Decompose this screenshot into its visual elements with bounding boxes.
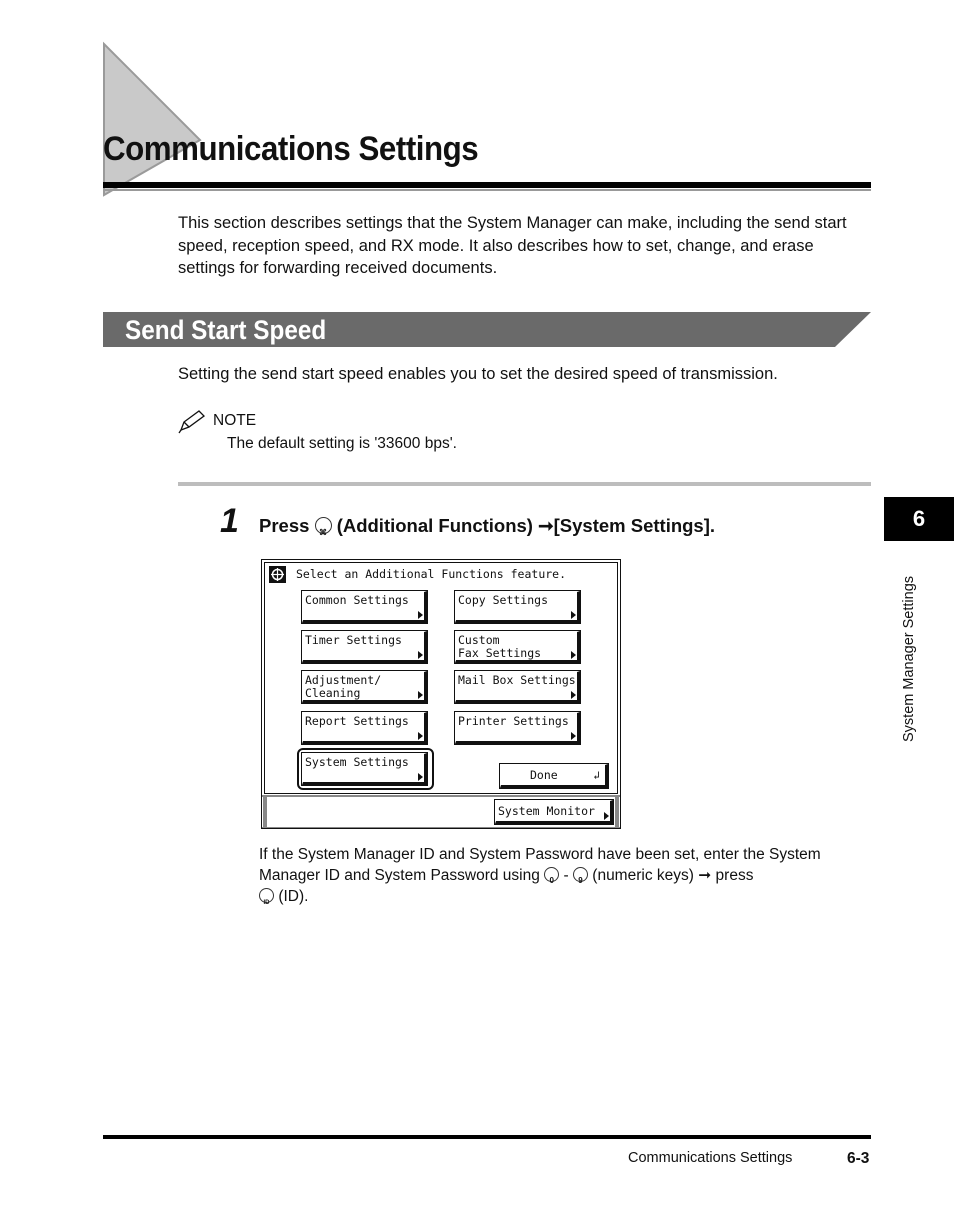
custom-fax-settings-button[interactable]: Custom Fax Settings [454, 630, 581, 664]
sub-text-part1: If the System Manager ID and System Password have been set, enter the System Manager ID and System Password using [259, 846, 821, 884]
id-key-icon: ID [259, 888, 274, 903]
arrow-right-icon [571, 691, 576, 699]
report-settings-button[interactable]: Report Settings [301, 711, 428, 745]
pencil-icon [178, 410, 208, 434]
numeric-key-0-icon: 0 [544, 867, 559, 882]
note-label: NOTE [213, 412, 257, 429]
footer-title: Communications Settings [628, 1150, 793, 1166]
chapter-tab-label: System Manager Settings [901, 575, 917, 742]
sub-numeric-keys: (numeric keys) [592, 867, 694, 884]
title-rule [103, 182, 871, 188]
step-instruction [259, 515, 715, 537]
system-monitor-button[interactable]: System Monitor [494, 799, 614, 825]
intro-paragraph: This section describes settings that the System Manager can make, including the send start speed, reception speed, and RX mode. It also describes how to set, change, and erase settings for forwarding received documents. [178, 214, 847, 277]
arrow-right-icon [418, 651, 423, 659]
section-intro: Setting the send start speed enables you to set the desired speed of transmission. [178, 365, 778, 383]
additional-functions-icon [269, 566, 286, 583]
page-title: Communications Settings [103, 130, 479, 168]
arrow-right-icon [418, 732, 423, 740]
screen-header: Select an Additional Functions feature. [296, 567, 567, 581]
adjustment-cleaning-button[interactable]: Adjustment/ Cleaning [301, 670, 428, 704]
arrow-right-icon [418, 611, 423, 619]
numeric-key-9-icon: 9 [573, 867, 588, 882]
step-press: Press [259, 515, 310, 536]
arrow-right-icon [571, 611, 576, 619]
mail-box-settings-button[interactable]: Mail Box Settings [454, 670, 581, 704]
arrow-right-icon [571, 651, 576, 659]
arrow-right-icon [571, 732, 576, 740]
page-number: 6-3 [847, 1150, 870, 1167]
additional-functions-key-icon: ⌘ [315, 517, 332, 534]
touch-panel-screen [261, 559, 621, 829]
step-number: 1 [220, 502, 239, 540]
title-rule-shadow [103, 189, 871, 191]
arrow-right-icon [418, 691, 423, 699]
step-functions: (Additional Functions) [336, 515, 533, 536]
sub-id: (ID). [278, 888, 309, 905]
arrow-icon: ➞ [538, 515, 554, 536]
title-decoration-triangle [100, 40, 210, 200]
section-title: Send Start Speed [125, 315, 327, 345]
arrow-icon: ➞ [698, 867, 712, 884]
common-settings-button[interactable]: Common Settings [301, 590, 428, 624]
copy-settings-button[interactable]: Copy Settings [454, 590, 581, 624]
step-divider [178, 482, 871, 486]
chapter-tab: 6 [884, 497, 954, 541]
timer-settings-button[interactable]: Timer Settings [301, 630, 428, 664]
system-settings-button[interactable]: System Settings [301, 752, 428, 786]
sub-instruction [259, 844, 874, 907]
return-icon: ↲ [593, 769, 600, 782]
printer-settings-button[interactable]: Printer Settings [454, 711, 581, 745]
step-target: [System Settings]. [553, 515, 716, 536]
footer-rule [103, 1135, 871, 1139]
arrow-right-icon [418, 773, 423, 781]
arrow-right-icon [604, 812, 609, 820]
note-text: The default setting is '33600 bps'. [227, 435, 457, 452]
sub-press: press [715, 867, 754, 884]
sub-dash: - [563, 867, 569, 884]
done-button[interactable]: Done ↲ [499, 763, 609, 789]
